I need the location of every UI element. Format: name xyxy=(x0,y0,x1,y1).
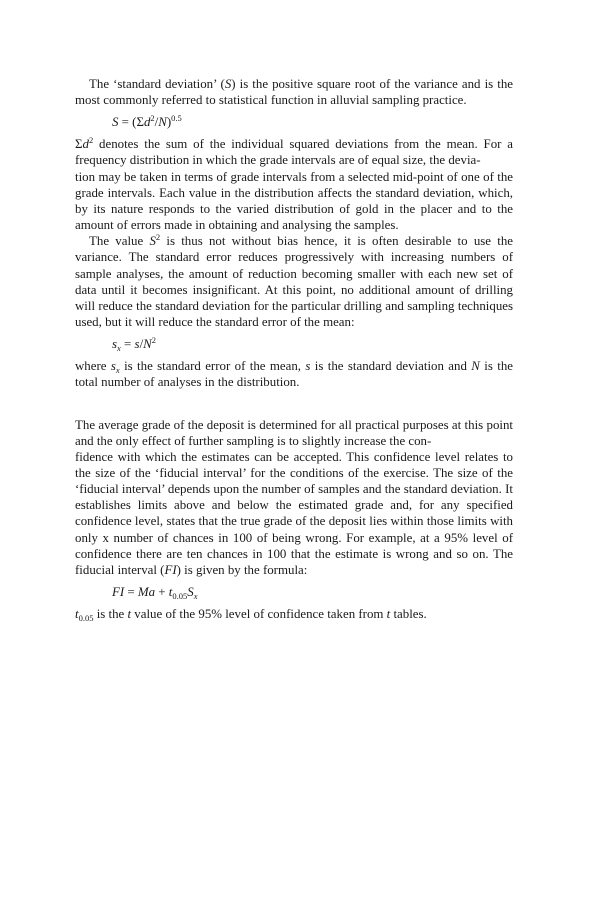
paragraph-probability-level: The average grade of the deposit is determined for all practical purposes at this point and the only effect of further sampling is to slightly increase the con- fidence with which the estimates can be accepted. This confidence level relates to the size of the ‘fiducial interval’ for the conditions of the exercise. The size of the ‘fiducial interval’ depends upon the number of samples and the standard deviation. It establishes limits above and below the estimated grade and, for any specified confidence level, states that the true grade of the deposit lies within those limits with only x number of chances in 100 of being wrong. For example, at a 95% level of confidence there are ten chances in 100 that the estimate is wrong and so on. The fiducial interval (FI) is given by the formula: xyxy=(75,417,513,577)
paragraph-standard-error-definition: where $s_x$ is the standard error of the mean, s is the standard deviation and N is the total number of analyses in the distribution. xyxy=(75,359,513,390)
running-header xyxy=(75,40,512,60)
paragraph-variance: The value $S^2$ is thus not without bias hence, it is often desirable to use the variance. The standard error reduces progressively with increasing numbers of sample analyses, the amount of reduction becoming smaller with each new set of data until it becomes insignificant. At this point, no additional amount of drilling will reduce the standard deviation for the particular drilling and sampling techniques used, but it will reduce the standard error of the mean: xyxy=(75,232,513,330)
paragraph-sum-squared-deviations: $\Sigma d^2$ denotes the sum of the individual squared deviations from the mean. For a frequency distribution in which the grade intervals are of equal size, the devia- tion may be taken in terms of grade intervals from a selected mid-point of one of the grade intervals. Each value in the distribution affects the standard deviation, which, by its nature responds to the varied distribution of gold in the placer and to the amount of errors made in obtaining and analysing the samples. xyxy=(75,135,513,233)
equation-6-13 xyxy=(75,335,513,353)
equation-6-13-expression: $s_x = s/N^2$ xyxy=(112,335,157,354)
page-body xyxy=(75,76,513,622)
equation-6-12 xyxy=(75,113,513,131)
paragraph-t-value: $t_{0.05}$ is the t value of the 95% level of confidence taken from t tables. xyxy=(75,607,427,624)
equation-6-12-expression: $S = (\Sigma d^2/N)^{0.5}$ xyxy=(112,113,182,130)
equation-6-14 xyxy=(75,583,513,601)
paragraph-standard-deviation: The ‘standard deviation’ (S) is the positive square root of the variance and is the most commonly referred to statistical function in alluvial sampling practice. xyxy=(75,77,513,108)
equation-6-14-expression: FI = $Ma + t_{0.05}S_x$ xyxy=(112,585,198,602)
